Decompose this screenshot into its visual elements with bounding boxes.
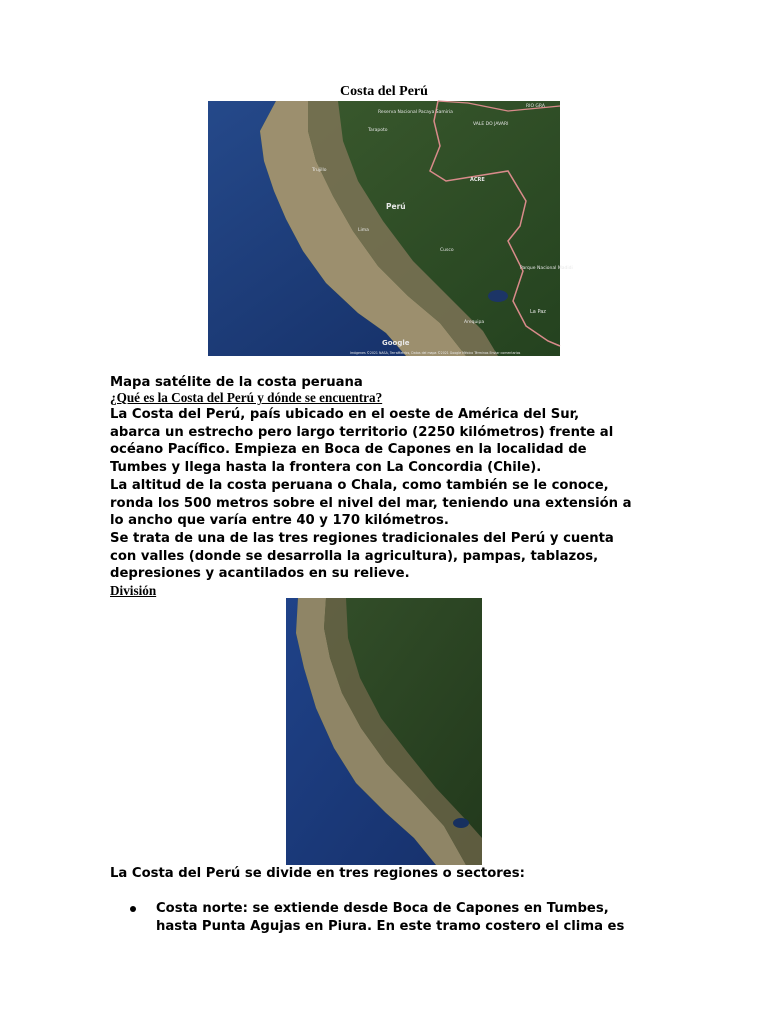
- regions-bullet-list: [110, 900, 670, 936]
- division-intro-text: La Costa del Perú se divide en tres regiones o sectores:: [110, 866, 525, 881]
- map-label-arequipa: Arequipa: [464, 320, 485, 325]
- body-line: abarca un estrecho pero largo territorio (2250 kilómetros) frente al: [110, 424, 614, 440]
- bullet-line: Costa norte: se extiende desde Boca de Capones en Tumbes,: [156, 901, 609, 916]
- body-line: Tumbes y llega hasta la frontera con La Concordia (Chile).: [110, 460, 542, 476]
- list-item: [110, 900, 656, 936]
- body-line: océano Pacífico. Empieza en Boca de Capones en la localidad de: [110, 442, 587, 458]
- section-question-link[interactable]: ¿Qué es la Costa del Perú y dónde se encuentra?: [110, 390, 383, 405]
- page-title: Costa del Perú: [340, 84, 428, 99]
- map-label-la-paz: La Paz: [530, 309, 546, 315]
- map-label-vale-do-javari: VALE DO JAVARI: [473, 122, 509, 127]
- map-label-acre: ACRE: [470, 177, 485, 183]
- body-line: depresiones y acantilados en su relieve.: [110, 566, 410, 582]
- body-line: La altitud de la costa peruana o Chala, como también se le conoce,: [110, 477, 609, 493]
- satellite-image-peru: [286, 598, 482, 865]
- map-attribution: Imágenes ©2021 NASA, TerraMetrics, Datos del mapa ©2021 Google México Términos Enviar comentarios: [350, 351, 521, 355]
- body-paragraph: [110, 406, 670, 583]
- map-label-cusco: Cusco: [440, 248, 454, 253]
- bullet-icon: [130, 906, 136, 912]
- map-label-peru: Perú: [386, 202, 406, 211]
- map-label-tarapoto: Tarapoto: [368, 128, 388, 133]
- bullet-line: hasta Punta Agujas en Piura. En este tramo costero el clima es: [156, 919, 625, 934]
- body-line: con valles (donde se desarrolla la agricultura), pampas, tablazos,: [110, 548, 599, 564]
- satellite-map-peru-coast: [208, 101, 573, 356]
- map-label-rio-gra: RIO GRA: [526, 104, 545, 109]
- map-label-google: Google: [382, 339, 410, 347]
- map-caption: Mapa satélite de la costa peruana: [110, 375, 363, 390]
- map-label-reserva-nacional: Reserva Nacional Pacaya Samiria: [378, 110, 453, 115]
- body-line: Se trata de una de las tres regiones tradicionales del Perú y cuenta: [110, 530, 614, 546]
- map-label-trujillo: Trujillo: [312, 168, 327, 173]
- map-label-parque-nacional: Parque Nacional Madidi: [520, 266, 573, 271]
- body-line: lo ancho que varía entre 40 y 170 kilómetros.: [110, 513, 449, 529]
- body-line: La Costa del Perú, país ubicado en el oeste de América del Sur,: [110, 407, 580, 422]
- division-heading-link[interactable]: División: [110, 583, 157, 598]
- body-line: ronda los 500 metros sobre el nivel del mar, teniendo una extensión a: [110, 495, 632, 511]
- map-label-lima: Lima: [358, 228, 369, 233]
